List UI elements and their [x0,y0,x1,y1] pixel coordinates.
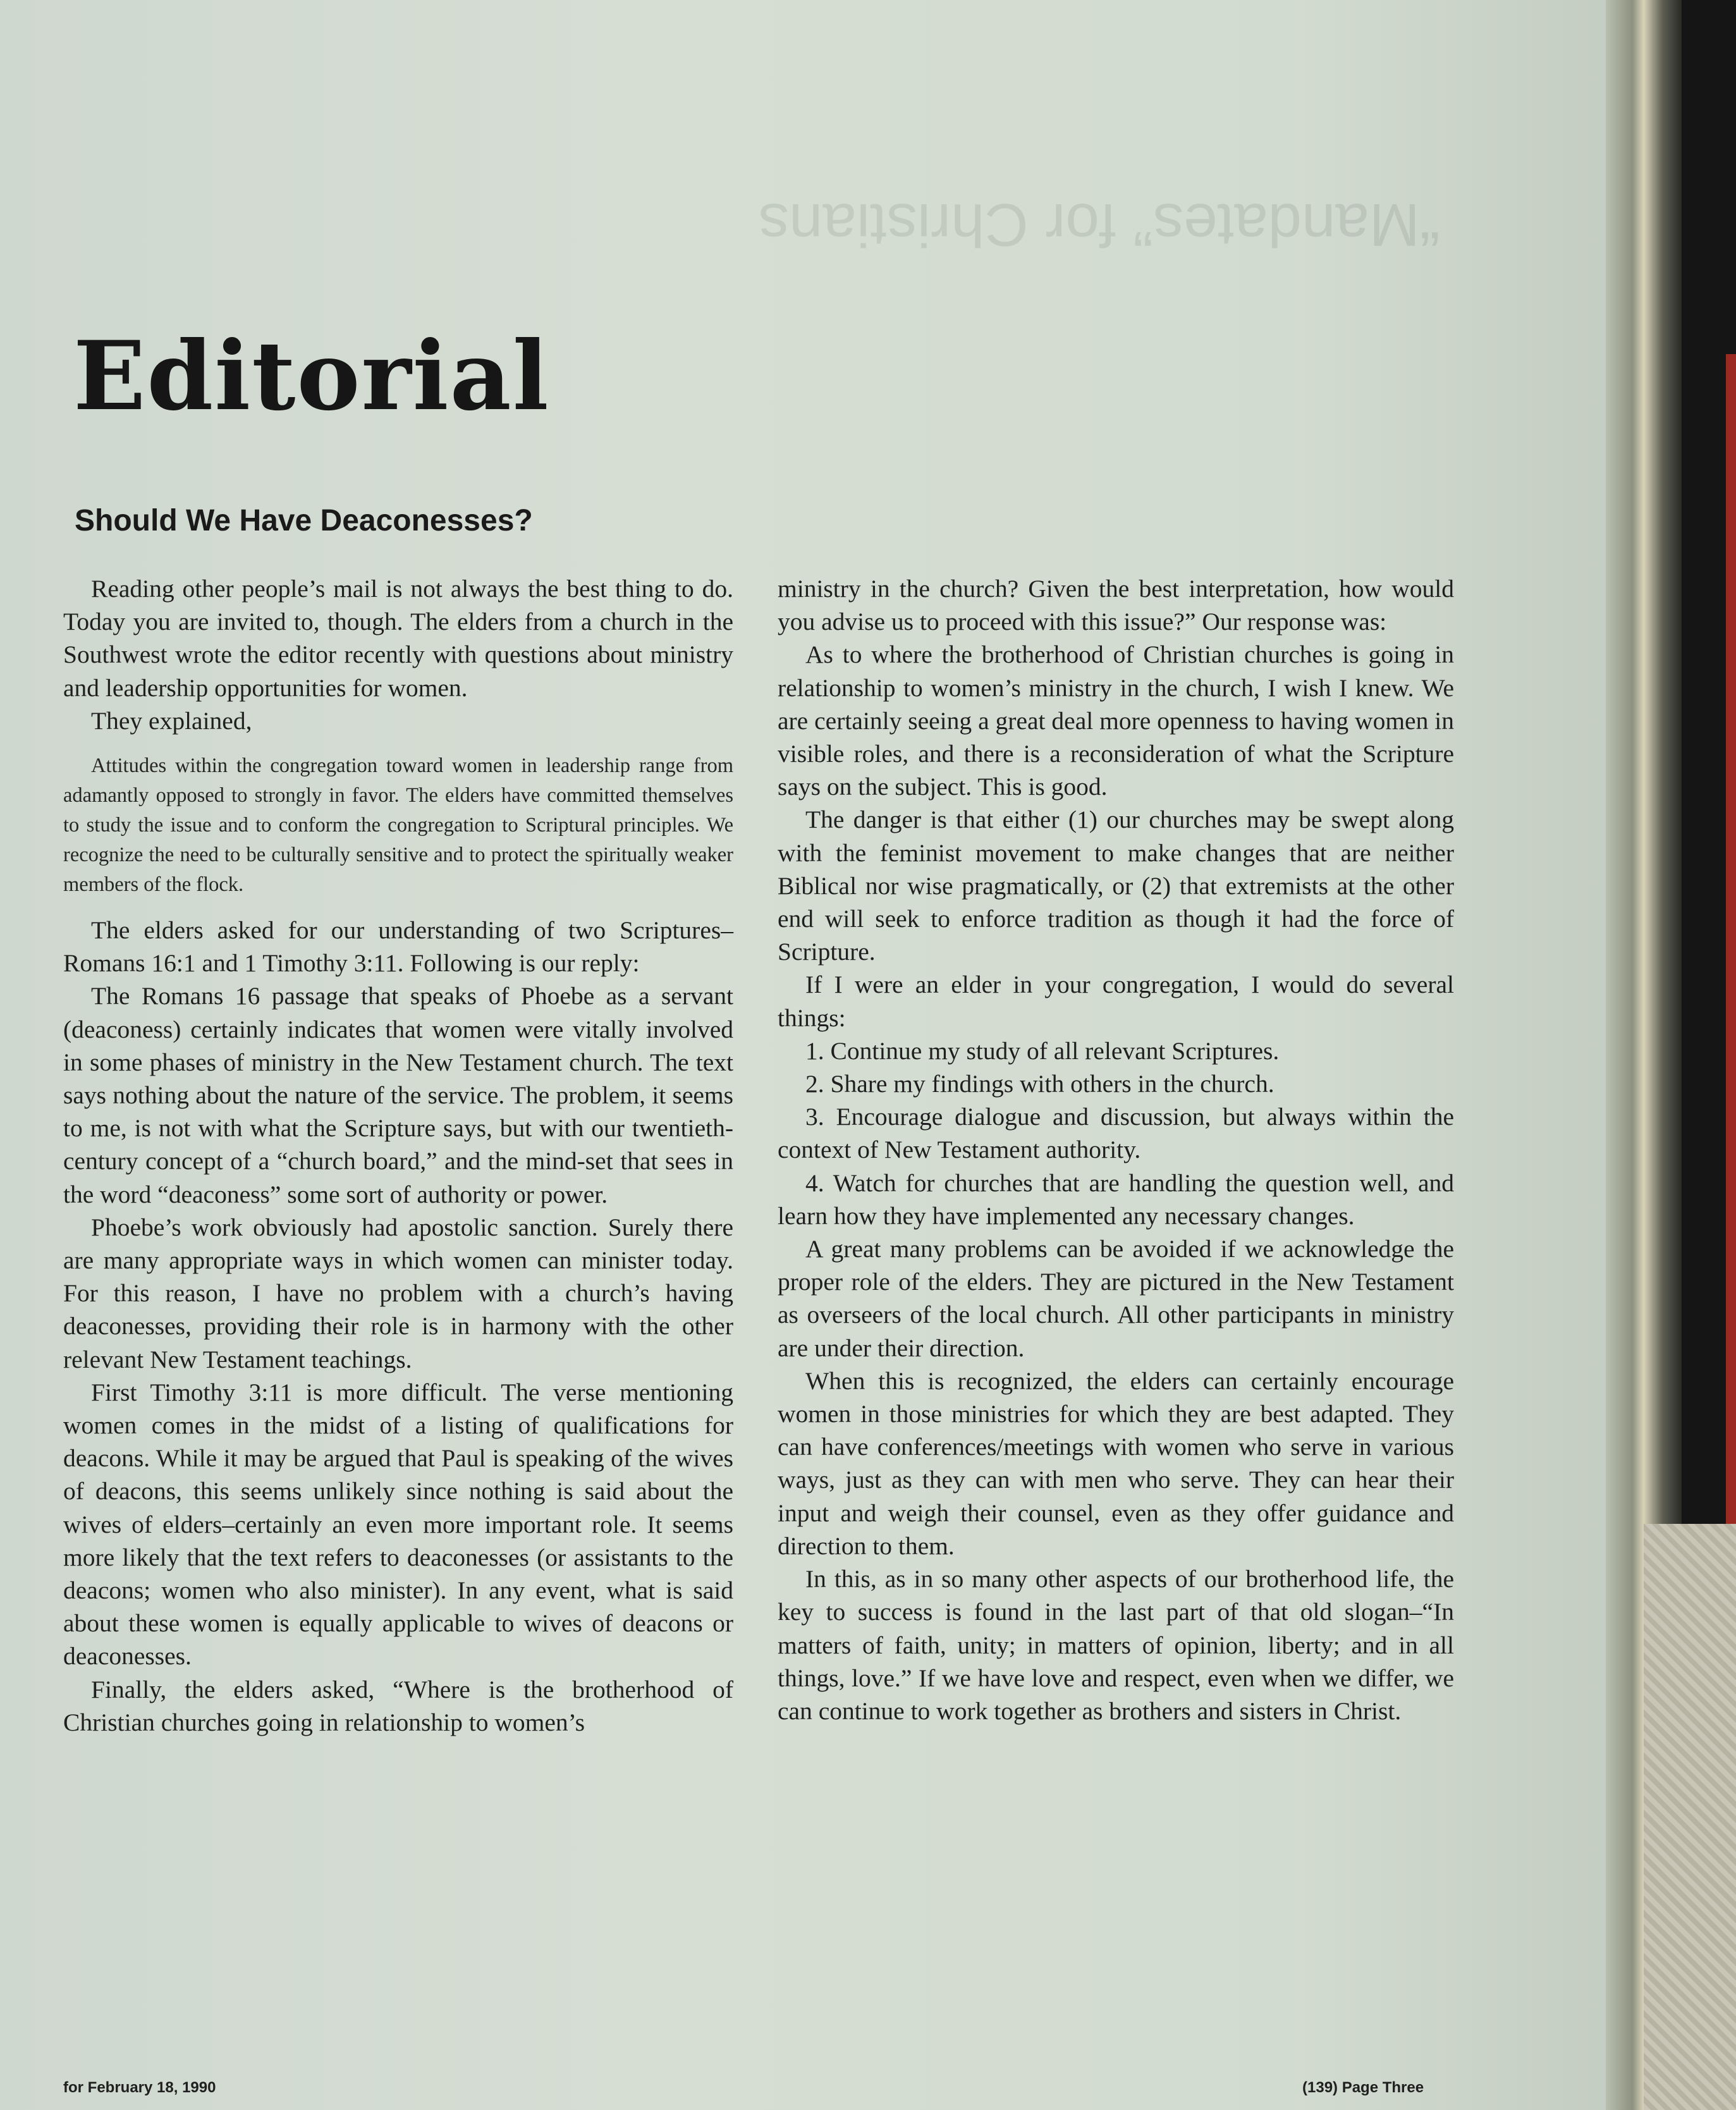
quote-text: Attitudes within the congregation toward women in leadership range from adamantly opposed to strongly in favor. The elders have committed themselves to study the issue and to conform the congregation to Scriptural principles. We recognize the need to be culturally sensitive and to protect the spiritually weaker members of the flock. [63,754,733,897]
list-item: 3. Encourage dialogue and discussion, but always within the context of New Testament authority. [778,1103,1454,1164]
elders-quote [63,751,733,900]
list-item: 2. Share my findings with others in the church. [805,1070,1274,1098]
paragraph: Phoebe’s work obviously had apostolic sanction. Surely there are many appropriate ways in which women can minister today. For this reason, I have no problem with a church’s having deaconesses, providing their role is in harmony with the other relevant New Testament teachings. [63,1213,733,1373]
article-headline: Should We Have Deaconesses? [75,504,533,537]
paragraph: In this, as in so many other aspects of our brotherhood life, the key to success is found in the last part of that old slogan–“In matters of faith, unity; in matters of opinion, liberty; and in all things, love.” If we have love and respect, even when we differ, we can continue to work together as brothers and sisters in Christ. [778,1565,1454,1725]
right-column [778,572,1454,1727]
masthead-editorial: Editorial [73,321,550,432]
paragraph: Reading other people’s mail is not always the best thing to do. Today you are invited to, though. The elders from a church in the Southwest wrote the editor recently with questions about ministry and leadership opportunities for women. [63,575,733,702]
paragraph: First Timothy 3:11 is more difficult. The verse mentioning women comes in the midst of a listing of qualifications for deacons. While it may be argued that Paul is speaking of the wives of deacons, this seems unlikely since nothing is said about the wives of elders–certainly an even more important role. It seems more likely that the text refers to deaconesses (or assistants to the deacons; women who also minister). In any event, what is said about these women is equally applicable to wives of deacons or deaconesses. [63,1378,733,1671]
paragraph: If I were an elder in your congregation, I would do several things: [778,971,1454,1032]
bleed-through-text: “Mandates” for Christians [759,191,1440,259]
list-item: 1. Continue my study of all relevant Scriptures. [805,1036,1280,1065]
paragraph: They explained, [91,706,252,735]
paragraph: Finally, the elders asked, “Where is the brotherhood of Christian churches going in relationship to women’s [63,1675,733,1736]
paragraph: The elders asked for our understanding of two Scriptures–Romans 16:1 and 1 Timothy 3:11. Following is our reply: [63,916,733,978]
cloth-background [1644,1524,1736,2110]
left-column [63,572,733,1739]
paragraph: The Romans 16 passage that speaks of Phoebe as a servant (deaconess) certainly indicates that women were vitally involved in some phases of ministry in the New Testament church. The text says nothing about the nature of the service. The problem, it seems to me, is not with what the Scripture says, but with our twentieth-century concept of a “church board,” and the mind-set that sees in the word “deaconess” some sort of authority or power. [63,982,733,1208]
red-background-object [1726,354,1736,1619]
list-item: 4. Watch for churches that are handling the question well, and learn how they have implemented any necessary changes. [778,1168,1454,1230]
footer-page-number: (139) Page Three [1302,2079,1424,2096]
paragraph: As to where the brotherhood of Christian churches is going in relationship to women’s ministry in the church, I wish I knew. We are certainly seeing a great deal more openness to having women in visible roles, and there is a reconsideration of what the Scripture says on the subject. This is good. [778,641,1454,801]
footer-date: for February 18, 1990 [63,2079,216,2096]
paragraph: A great many problems can be avoided if we acknowledge the proper role of the elders. They are pictured in the New Testament as overseers of the local church. All other participants in ministry are under their direction. [778,1235,1454,1362]
paragraph: The danger is that either (1) our churches may be swept along with the feminist movement to make changes that are neither Biblical nor wise pragmatically, or (2) that extremists at the other end will seek to enforce tradition as though it had the force of Scripture. [778,806,1454,966]
paragraph: When this is recognized, the elders can certainly encourage women in those ministries for which they are best adapted. They can have conferences/meetings with women who serve in various ways, just as they can with men who serve. They can hear their input and weigh their counsel, even as they offer guidance and direction to them. [778,1366,1454,1560]
paragraph-continuation: ministry in the church? Given the best interpretation, how would you advise us to proceed with this issue?” Our response was: [778,575,1454,636]
